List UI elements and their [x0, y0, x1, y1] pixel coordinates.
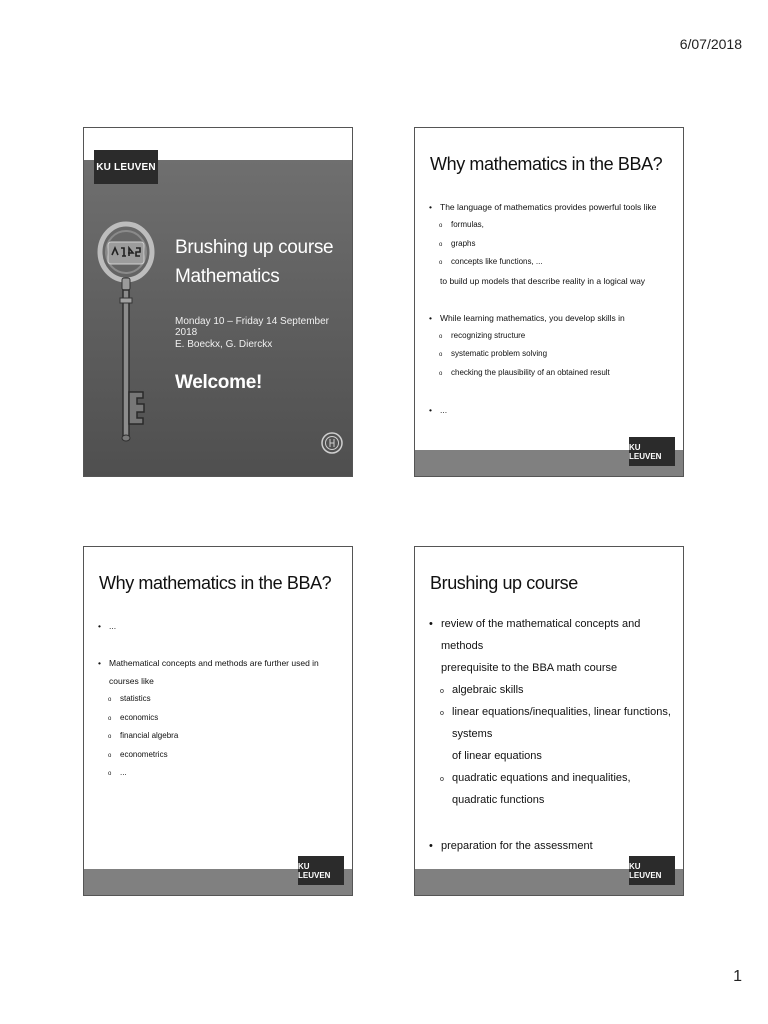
- course-authors: E. Boeckx, G. Dierckx: [175, 339, 273, 350]
- ku-leuven-logo-text: KU LEUVEN: [629, 861, 662, 880]
- sub-bullet-item: o quadratic equations and inequalities, quadratic functions: [429, 767, 673, 811]
- sub-bullet-item: o checking the plausibility of an obtained result: [429, 364, 673, 383]
- bullet-line: • review of the mathematical concepts and methods: [441, 618, 641, 652]
- bullet-item: • ...: [429, 401, 673, 419]
- bullet-continuation: to build up models that describe reality in a logical way: [440, 275, 646, 286]
- course-dates: Monday 10 – Friday 14 September 2018: [175, 316, 329, 338]
- bullet-item: • While learning mathematics, you develop skills in: [429, 309, 673, 327]
- slide-2: [414, 127, 684, 477]
- sub-bullet-line: o linear equations/inequalities, linear functions, systems: [452, 706, 671, 740]
- bullet-line: prerequisite to the BBA math course: [441, 662, 618, 674]
- sub-bullet-item: o concepts like functions, ...: [429, 253, 673, 272]
- sub-bullet-item: o ...: [98, 764, 342, 783]
- page-number: 1: [733, 968, 742, 985]
- page-date: 6/07/2018: [679, 36, 742, 52]
- ku-leuven-logo: [629, 437, 675, 466]
- sub-bullet-item: o formulas,: [429, 216, 673, 235]
- slide-body: [98, 617, 342, 783]
- sub-bullet-item: o algebraic skills: [429, 679, 673, 701]
- sub-bullet-item: [429, 701, 673, 767]
- course-title-line-2: Mathematics: [175, 266, 280, 287]
- sub-bullet-item: o statistics: [98, 690, 342, 709]
- sub-bullet-item: o financial algebra: [98, 727, 342, 746]
- sub-bullet-item: o recognizing structure: [429, 327, 673, 346]
- ku-leuven-logo: [629, 856, 675, 885]
- slide-body: [429, 198, 673, 419]
- slide-4: [414, 546, 684, 896]
- bullet-item: • The language of mathematics provides powerful tools like: [429, 198, 673, 216]
- bullet-item: • Mathematical concepts and methods are further used in courses like: [98, 654, 342, 690]
- slide-3: [83, 546, 353, 896]
- sub-bullet-item: o systematic problem solving: [429, 345, 673, 364]
- slide-1-title: [83, 127, 353, 477]
- ku-leuven-logo: [298, 856, 344, 885]
- university-seal-icon: [321, 432, 343, 454]
- ku-leuven-logo-text: KU LEUVEN: [629, 442, 662, 461]
- slide-title: Why mathematics in the BBA?: [430, 154, 663, 174]
- bullet-item: • preparation for the assessment: [429, 835, 673, 857]
- slide-title: Brushing up course: [430, 573, 578, 593]
- ku-leuven-logo: [94, 150, 158, 184]
- key-icon: [96, 220, 158, 448]
- ku-leuven-logo-text: KU LEUVEN: [298, 861, 331, 880]
- welcome-text: Welcome!: [175, 372, 262, 393]
- bullet-item: [429, 613, 673, 679]
- sub-bullet-item: o econometrics: [98, 746, 342, 765]
- ku-leuven-logo-text: KU LEUVEN: [96, 161, 156, 173]
- course-title: [175, 233, 345, 291]
- sub-bullet-item: o economics: [98, 709, 342, 728]
- sub-bullet-line: of linear equations: [452, 750, 542, 762]
- slide-title: Why mathematics in the BBA?: [99, 573, 332, 593]
- course-title-line-1: Brushing up course: [175, 237, 334, 258]
- slide-body: [429, 613, 673, 857]
- bullet-item: • ...: [98, 617, 342, 635]
- sub-bullet-item: o graphs: [429, 235, 673, 254]
